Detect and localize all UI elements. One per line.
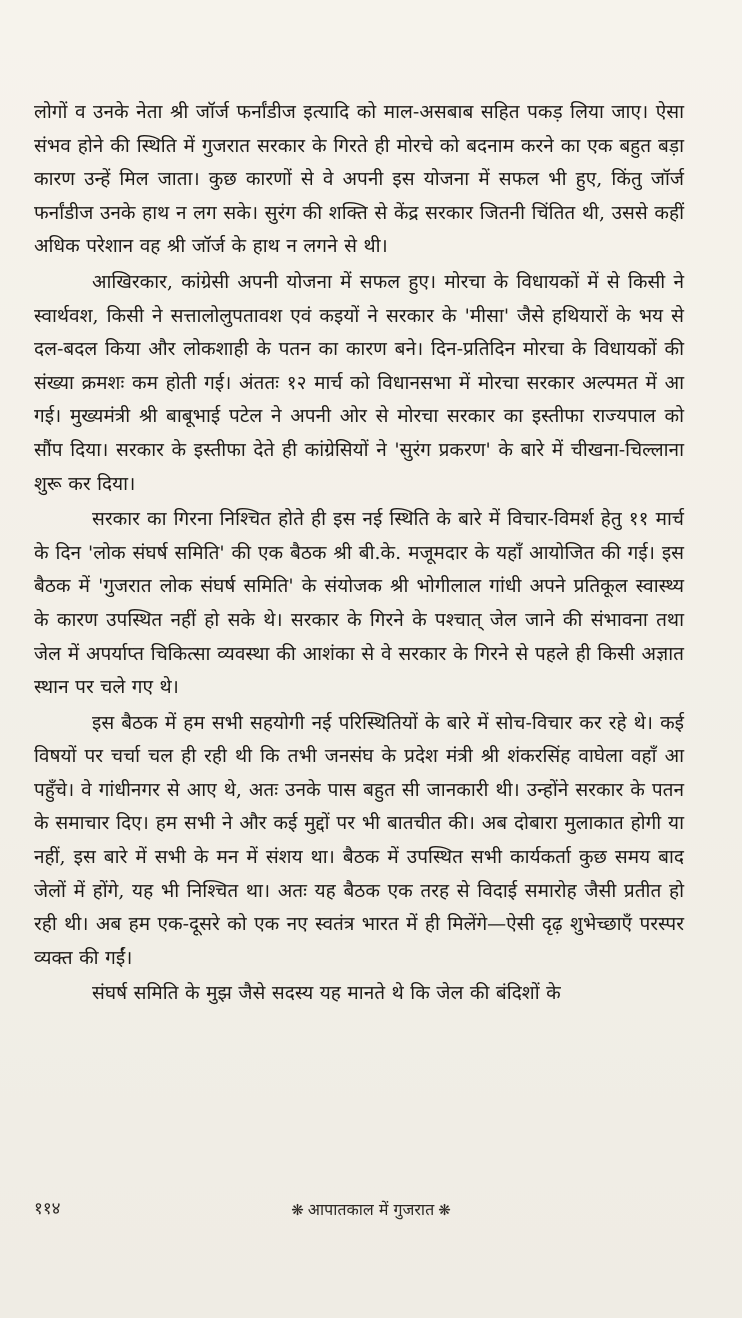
star-ornament-left: ❋ (291, 1201, 304, 1219)
page-number: ११४ (34, 1199, 61, 1219)
star-ornament-right: ❋ (438, 1201, 451, 1219)
paragraph-5: संघर्ष समिति के मुझ जैसे सदस्य यह मानते थे कि जेल की बंदिशों के (92, 982, 561, 1005)
paragraph-2: आखिरकार, कांग्रेसी अपनी योजना में सफल हुए। मोरचा के विधायकों में से किसी ने स्वार्थवश, किसी ने सत्तालोलुपतावश एवं कइयों ने सरकार के 'मीसा' जैसे हथियारों के भय से दल-बदल किया और लोकशाही के पतन का कारण बने। दिन-प्रतिदिन मोरचा के विधायकों की संख्या क्रमशः कम होती गई। अंततः १२ मार्च को विधानसभा में मोरचा सरकार अल्पमत में आ गई। मुख्यमंत्री श्री बाबूभाई पटेल ने अपनी ओर से मोरचा सरकार का इस्तीफा राज्यपाल को सौंप दिया। सरकार के इस्तीफा देते ही कांग्रेसियों ने 'सुरंग प्रकरण' के बारे में चीखना-चिल्लाना शुरू कर दिया। (34, 270, 684, 495)
paragraph-4: इस बैठक में हम सभी सहयोगी नई परिस्थितियों के बारे में सोच-विचार कर रहे थे। कई विषयों पर चर्चा चल ही रही थी कि तभी जनसंघ के प्रदेश मंत्री श्री शंकरसिंह वाघेला वहाँ आ पहुँचे। वे गांधीनगर से आए थे, अतः उनके पास बहुत सी जानकारी थी। उन्होंने सरकार के पतन के समाचार दिए। हम सभी ने और कई मुद्दों पर भी बातचीत की। अब दोबारा मुलाकात होगी या नहीं, इस बारे में सभी के मन में संशय था। बैठक में उपस्थित सभी कार्यकर्ता कुछ समय बाद जेलों में होंगे, यह भी निश्चित था। अतः यह बैठक एक तरह से विदाई समारोह जैसी प्रतीत हो रही थी। अब हम एक-दूसरे को एक नए स्वतंत्र भारत में ही मिलेंगे—ऐसी दृढ़ शुभेच्छाएँ परस्पर व्यक्त की गईं। (34, 711, 684, 969)
paragraph-3: सरकार का गिरना निश्चित होते ही इस नई स्थिति के बारे में विचार-विमर्श हेतु ११ मार्च के दिन 'लोक संघर्ष समिति' की एक बैठक श्री बी.के. मजूमदार के यहाँ आयोजित की गई। इस बैठक में 'गुजरात लोक संघर्ष समिति' के संयोजक श्री भोगीलाल गांधी अपने प्रतिकूल स्वास्थ्य के कारण उपस्थित नहीं हो सके थे। सरकार के गिरने के पश्चात् जेल जाने की संभावना तथा जेल में अपर्याप्त चिकित्सा व्यवस्था की आशंका से वे सरकार के गिरने से पहले ही किसी अज्ञात स्थान पर चले गए थे। (34, 508, 684, 699)
page-footer (0, 1196, 742, 1226)
paragraph-1: लोगों व उनके नेता श्री जॉर्ज फर्नांडीज इत्यादि को माल-असबाब सहित पकड़ लिया जाए। ऐसा संभव होने की स्थिति में गुजरात सरकार के गिरते ही मोरचे को बदनाम करने का एक बहुत बड़ा कारण उन्हें मिल जाता। कुछ कारणों से वे अपनी इस योजना में सफल भी हुए, किंतु जॉर्ज फर्नांडीज उनके हाथ न लग सके। सुरंग की शक्ति से केंद्र सरकार जितनी चिंतित थी, उससे कहीं अधिक परेशान वह श्री जॉर्ज के हाथ न लगने से थी। (34, 101, 684, 258)
book-title: आपातकाल में गुजरात (307, 1200, 435, 1219)
page-body (34, 96, 684, 1013)
running-title (0, 1198, 742, 1220)
